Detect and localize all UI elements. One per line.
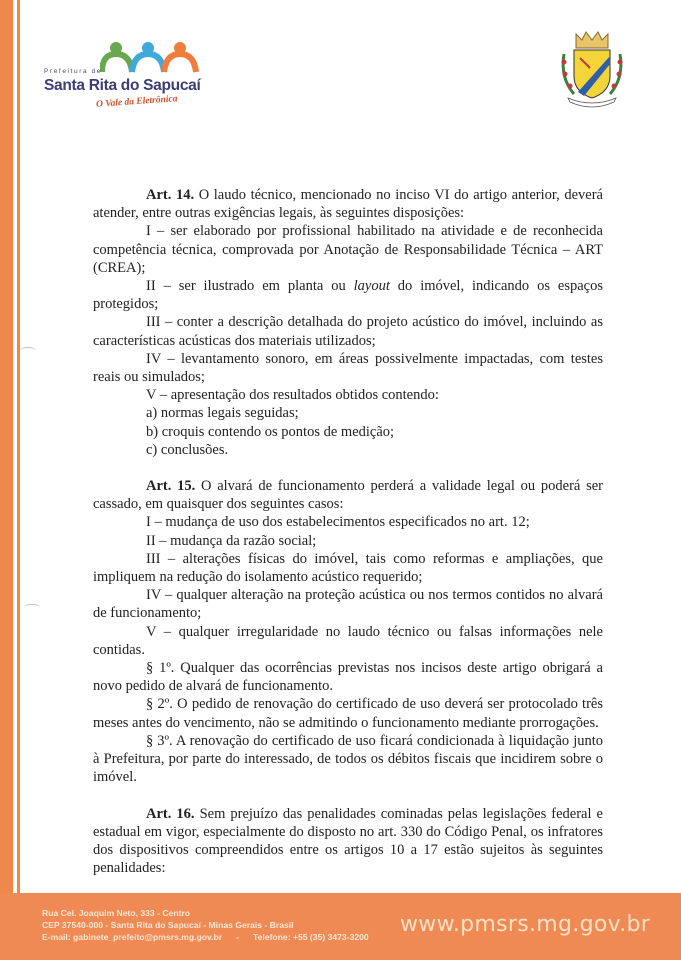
logo-slogan: O Vale da Eletrônica (95, 94, 178, 110)
document-body (93, 186, 603, 877)
footer-city: CEP 37540-000 - Santa Rita do Sapucaí - Minas Gerais - Brasil (42, 920, 294, 930)
article-14-text: O laudo técnico, mencionado no inciso VI do artigo anterior, deverá atender, entre outras exigências legais, às seguintes disposições: (93, 187, 603, 222)
article-15 (93, 477, 603, 513)
article-16-label: Art. 16. (146, 805, 195, 822)
article-15-item-iii: III – alterações físicas do imóvel, tais como reformas e ampliações, que impliquem na redução do isolamento acústico requerido; (93, 550, 603, 586)
article-14-item-v: V – apresentação dos resultados obtidos contendo: (146, 387, 439, 404)
article-15-label: Art. 15. (146, 478, 196, 495)
article-14-item-iv: IV – levantamento sonoro, em áreas possivelmente impactadas, com testes reais ou simulados; (93, 350, 603, 386)
article-15-paragraph-2: § 2º. O pedido de renovação do certificado de uso deverá ser protocolado três meses antes do vencimento, não se admitindo o funcionamento mediante prorrogações. (93, 696, 603, 731)
article-15-paragraph-3: § 3º. A renovação do certificado de uso ficará condicionada à liquidação junto à Prefeitura, por parte do interessado, de todos os débitos fiscais que incidirem sobre o imóvel. (93, 732, 603, 786)
prefeitura-logo (44, 40, 204, 120)
article-15-paragraph-1: § 1º. Qualquer das ocorrências previstas nos incisos deste artigo obrigará a novo pedido de alvará de funcionamento. (93, 660, 603, 695)
coat-of-arms-icon (556, 28, 628, 110)
article-15-text: O alvará de funcionamento perderá a validade legal ou poderá ser cassado, em quaisquer dos seguintes casos: (93, 478, 603, 513)
article-15-item-ii: II – mudança da razão social; (146, 532, 317, 549)
article-14-subitem-c: c) conclusões. (146, 441, 229, 458)
left-thin-stripe (17, 0, 20, 905)
footer-phone: Telefone: +55 (35) 3473-3200 (253, 932, 369, 942)
article-15-item-i: I – mudança de uso dos estabelecimentos especificados no art. 12; (146, 514, 530, 531)
article-14-label: Art. 14. (146, 187, 195, 203)
article-14-item-iii: III – conter a descrição detalhada do projeto acústico do imóvel, incluindo as características acústicas dos materiais utilizados; (93, 314, 603, 349)
footer-address: Rua Cel. Joaquim Neto, 333 - Centro (42, 908, 191, 918)
punch-hole-mark (20, 347, 36, 354)
article-15-item-v: V – qualquer irregularidade no laudo técnico ou falsas informações nele contidas. (93, 623, 603, 658)
article-14-item-i: I – ser elaborado por profissional habilitado na atividade e de reconhecida competência técnica, comprovada por Anotação de Responsabilidade Técnica – ART (CREA); (93, 223, 603, 276)
people-logo-icon (100, 40, 204, 74)
punch-hole-mark (24, 604, 40, 611)
article-14-item-ii: II – ser ilustrado em planta ou layout do imóvel, indicando os espaços protegidos; (93, 278, 603, 313)
footer-website-link[interactable]: www.pmsrs.mg.gov.br (400, 912, 651, 937)
article-16 (93, 805, 603, 878)
footer-contact (42, 907, 369, 943)
logo-city-name: Santa Rita do Sapucaí (44, 77, 201, 94)
article-14-subitem-a: a) normas legais seguidas; (146, 405, 299, 422)
article-16-text: Sem prejuízo das penalidades cominadas pelas legislações federal e estadual em vigor, especialmente do disposto no art. 330 do Código Penal, os infratores dos dispositivos compreendidos entre os artigos 10 a 17 estão sujeitos às seguintes penalidades: (93, 805, 603, 877)
left-orange-stripe (0, 0, 13, 905)
footer-separator: - (236, 932, 240, 942)
coat-of-arms (556, 28, 628, 110)
article-15-item-iv: IV – qualquer alteração na proteção acústica ou nos termos contidos no alvará de funcionamento; (93, 587, 603, 622)
article-14 (93, 186, 603, 222)
article-14-subitem-b: b) croquis contendo os pontos de medição; (146, 423, 395, 440)
footer-email: E-mail: gabinete_prefeito@pmsrs.mg.gov.br (42, 932, 223, 942)
logo-prefix: Prefeitura de (44, 68, 103, 75)
